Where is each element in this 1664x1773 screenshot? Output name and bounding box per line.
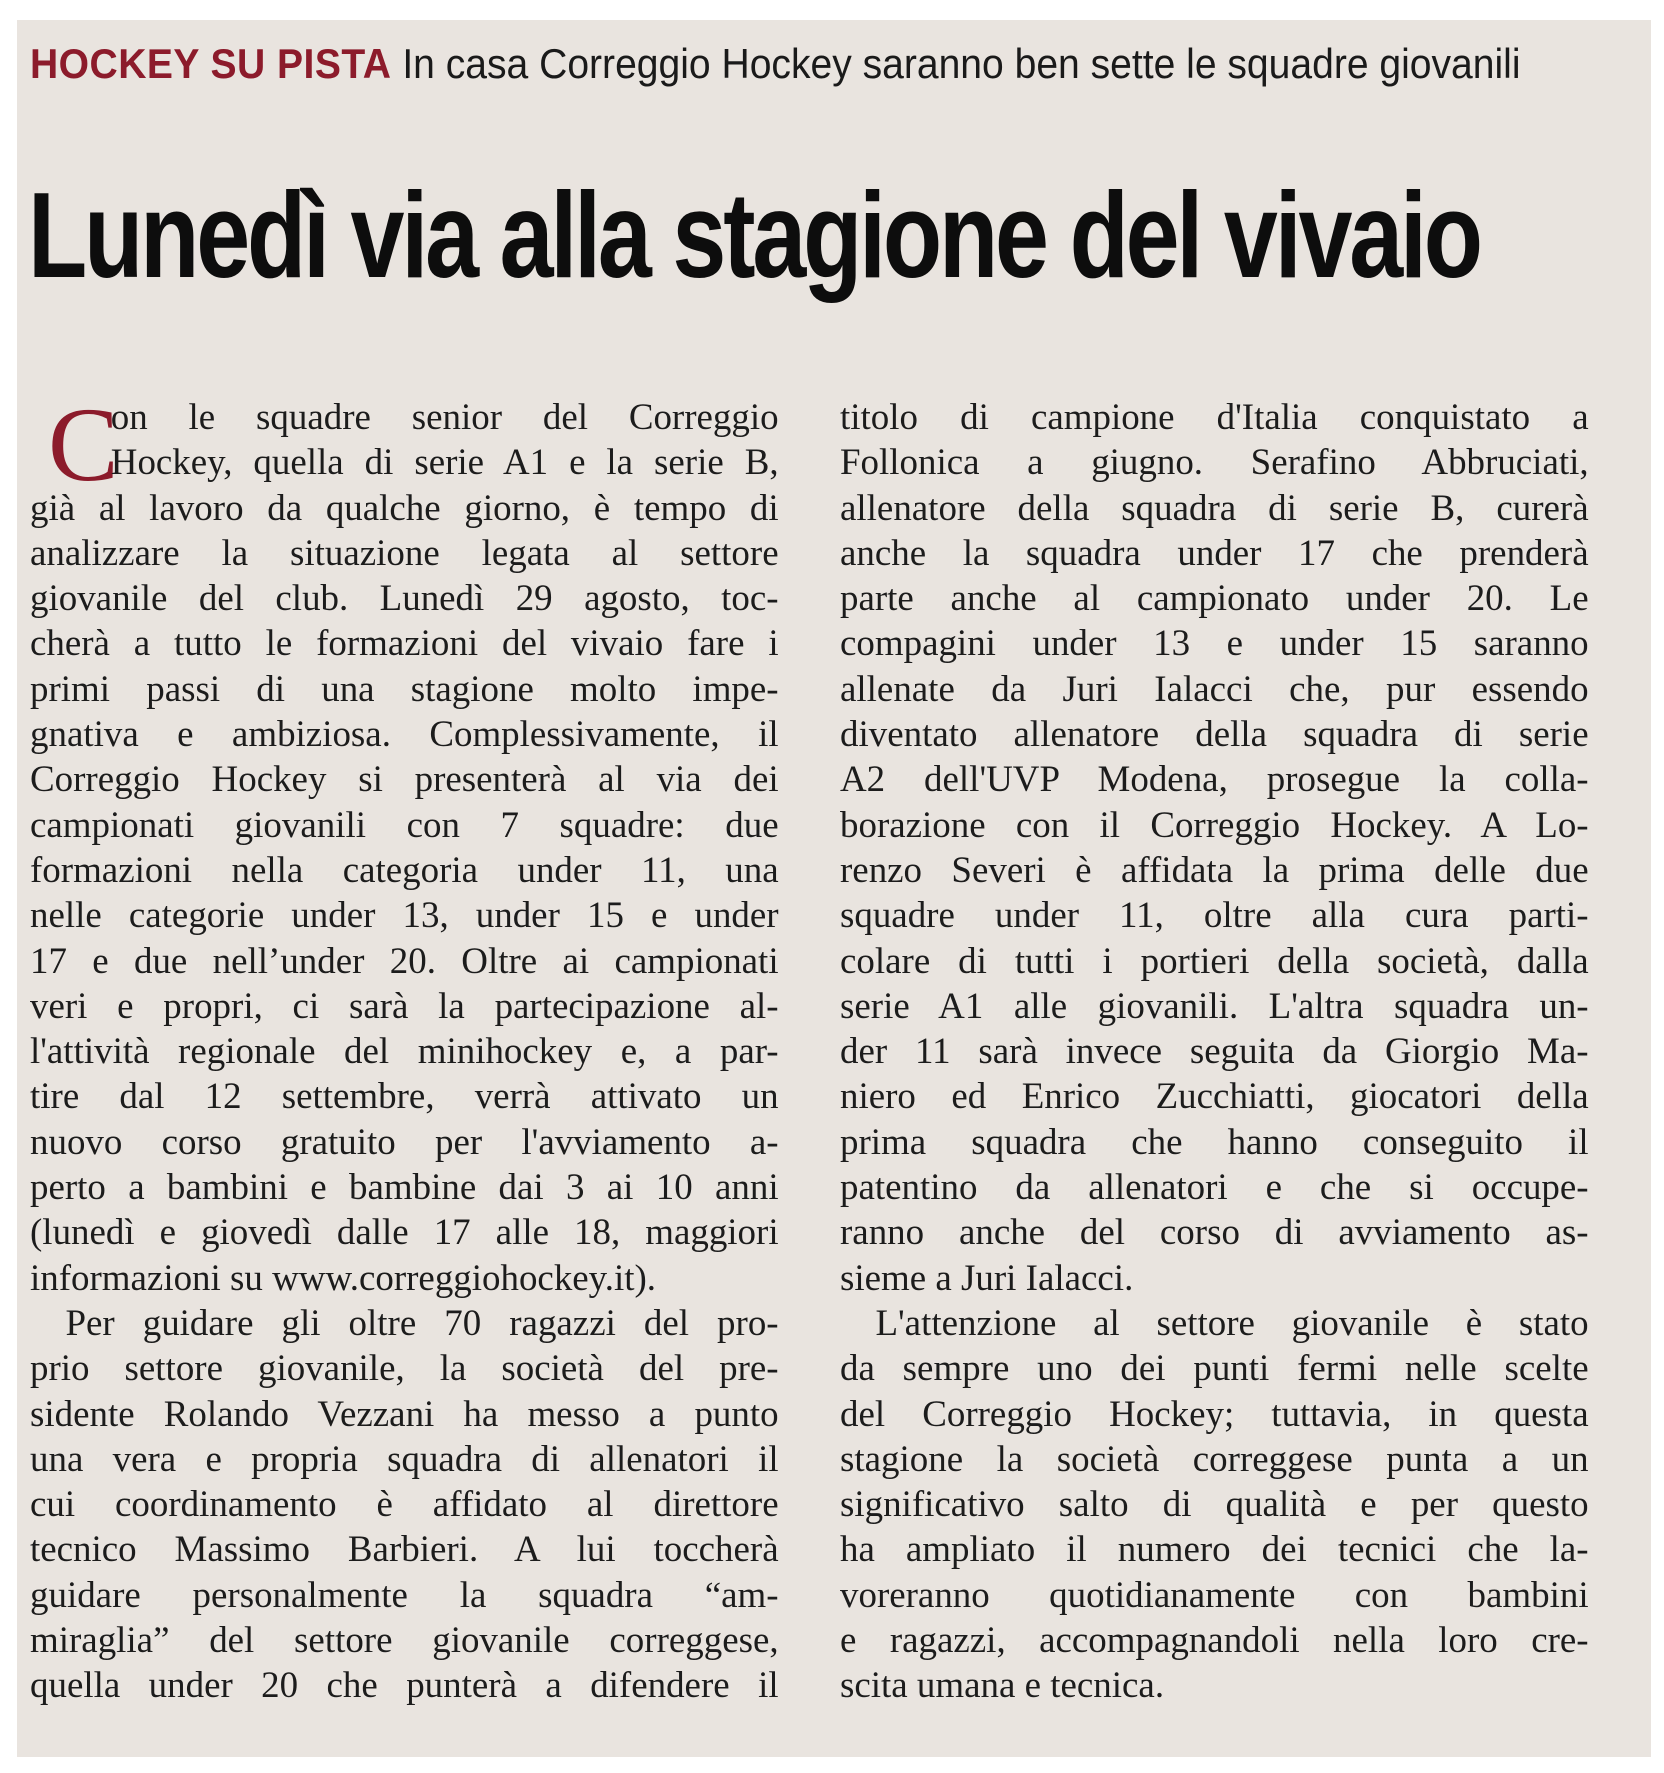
text-line: formazioni nella categoria under 11, una (30, 849, 779, 891)
headline: Lunedì via alla stagione del vivaio (28, 167, 1480, 303)
text-line: quella under 20 che punterà a difendere il (30, 1665, 779, 1707)
text-line: allenatore della squadra di serie B, curerà (840, 487, 1589, 529)
text-line: analizzare la situazione legata al settore (30, 532, 779, 574)
text-line: del Correggio Hockey; tuttavia, in questa (840, 1393, 1589, 1435)
article-column-left (30, 386, 779, 1709)
text-line: scita umana e tecnica. (840, 1665, 1165, 1707)
text-line: voreranno quotidianamente con bambini (840, 1574, 1589, 1616)
text-line: prio settore giovanile, la società del pre- (30, 1348, 779, 1390)
text-line: nelle categorie under 13, under 15 e under (30, 895, 779, 937)
drop-cap: C (48, 386, 119, 503)
text-line: guidare personalmente la squadra “am- (30, 1574, 779, 1616)
text-line: stagione la società correggese punta a un (840, 1438, 1589, 1480)
text-line: miraglia” del settore giovanile correggese, (30, 1620, 779, 1662)
text-line: gnativa e ambiziosa. Complessivamente, il (30, 714, 779, 756)
text-line: parte anche al campionato under 20. Le (840, 578, 1589, 620)
text-line: e ragazzi, accompagnandoli nella loro cre- (840, 1620, 1589, 1662)
text-line: nuovo corso gratuito per l'avviamento a- (30, 1121, 779, 1163)
text-line: Hockey, quella di serie A1 e la serie B, (110, 442, 779, 484)
text-line: 17 e due nell’under 20. Oltre ai campionati (30, 940, 779, 982)
text-line: titolo di campione d'Italia conquistato a (840, 397, 1589, 438)
text-line: (lunedì e giovedì dalle 17 alle 18, maggiori (30, 1212, 779, 1254)
section-tag: HOCKEY SU PISTA (30, 40, 392, 87)
text-line: sieme a Juri Ialacci. (840, 1257, 1134, 1299)
text-line: diventato allenatore della squadra di serie (840, 714, 1589, 756)
text-line: tecnico Massimo Barbieri. A lui toccherà (30, 1529, 779, 1571)
text-line: colare di tutti i portieri della società, dalla (840, 940, 1589, 982)
text-line: da sempre uno dei punti fermi nelle scelte (840, 1348, 1589, 1390)
text-line: anche la squadra under 17 che prenderà (840, 532, 1589, 574)
text-line: der 11 sarà invece seguita da Giorgio Ma- (840, 1031, 1589, 1073)
kicker (30, 38, 1521, 90)
text-line: già al lavoro da qualche giorno, è tempo di (30, 487, 779, 529)
text-line: primi passi di una stagione molto impe- (30, 668, 779, 710)
text-line: allenate da Juri Ialacci che, pur essendo (840, 668, 1589, 710)
text-line: compagini under 13 e under 15 saranno (840, 623, 1589, 665)
text-line: cherà a tutto le formazioni del vivaio fare i (30, 623, 779, 665)
text-line: una vera e propria squadra di allenatori il (30, 1438, 779, 1480)
text-line: renzo Severi è affidata la prima delle due (840, 849, 1589, 891)
text-line: tire dal 12 settembre, verrà attivato un (30, 1076, 779, 1118)
text-line: patentino da allenatori e che si occupe- (840, 1167, 1589, 1209)
subheadline: In casa Correggio Hockey saranno ben sette le squadre giovanili (402, 40, 1521, 87)
text-line: borazione con il Correggio Hockey. A Lo- (840, 804, 1589, 846)
text-line: significativo salto di qualità e per questo (840, 1484, 1589, 1526)
text-line: on le squadre senior del Correggio (110, 397, 779, 438)
text-line: Follonica a giugno. Serafino Abbruciati, (840, 442, 1589, 484)
text-line: squadre under 11, oltre alla cura parti- (840, 895, 1589, 937)
text-line: serie A1 alle giovanili. L'altra squadra un- (840, 985, 1589, 1027)
text-line: L'attenzione al settore giovanile è stato (875, 1302, 1589, 1344)
text-line: Correggio Hockey si presenterà al via dei (30, 759, 779, 801)
article-column-right (840, 395, 1589, 1709)
text-line: l'attività regionale del minihockey e, a par- (30, 1031, 779, 1073)
text-line: veri e propri, ci sarà la partecipazione al- (30, 985, 779, 1027)
text-line: sidente Rolando Vezzani ha messo a punto (30, 1393, 779, 1435)
text-line: cui coordinamento è affidato al direttore (30, 1484, 779, 1526)
text-line: niero ed Enrico Zucchiatti, giocatori della (840, 1076, 1589, 1118)
text-line: A2 dell'UVP Modena, prosegue la colla- (840, 759, 1589, 801)
text-line: perto a bambini e bambine dai 3 ai 10 anni (30, 1167, 779, 1209)
text-line: ranno anche del corso di avviamento as- (840, 1212, 1589, 1254)
text-line: ha ampliato il numero dei tecnici che la- (840, 1529, 1589, 1571)
text-line: campionati giovanili con 7 squadre: due (30, 804, 779, 846)
text-line: prima squadra che hanno conseguito il (840, 1121, 1589, 1163)
text-line: informazioni su www.correggiohockey.it). (30, 1257, 657, 1299)
text-line: Per guidare gli oltre 70 ragazzi del pro- (65, 1302, 779, 1344)
text-line: giovanile del club. Lunedì 29 agosto, toc- (30, 578, 779, 620)
